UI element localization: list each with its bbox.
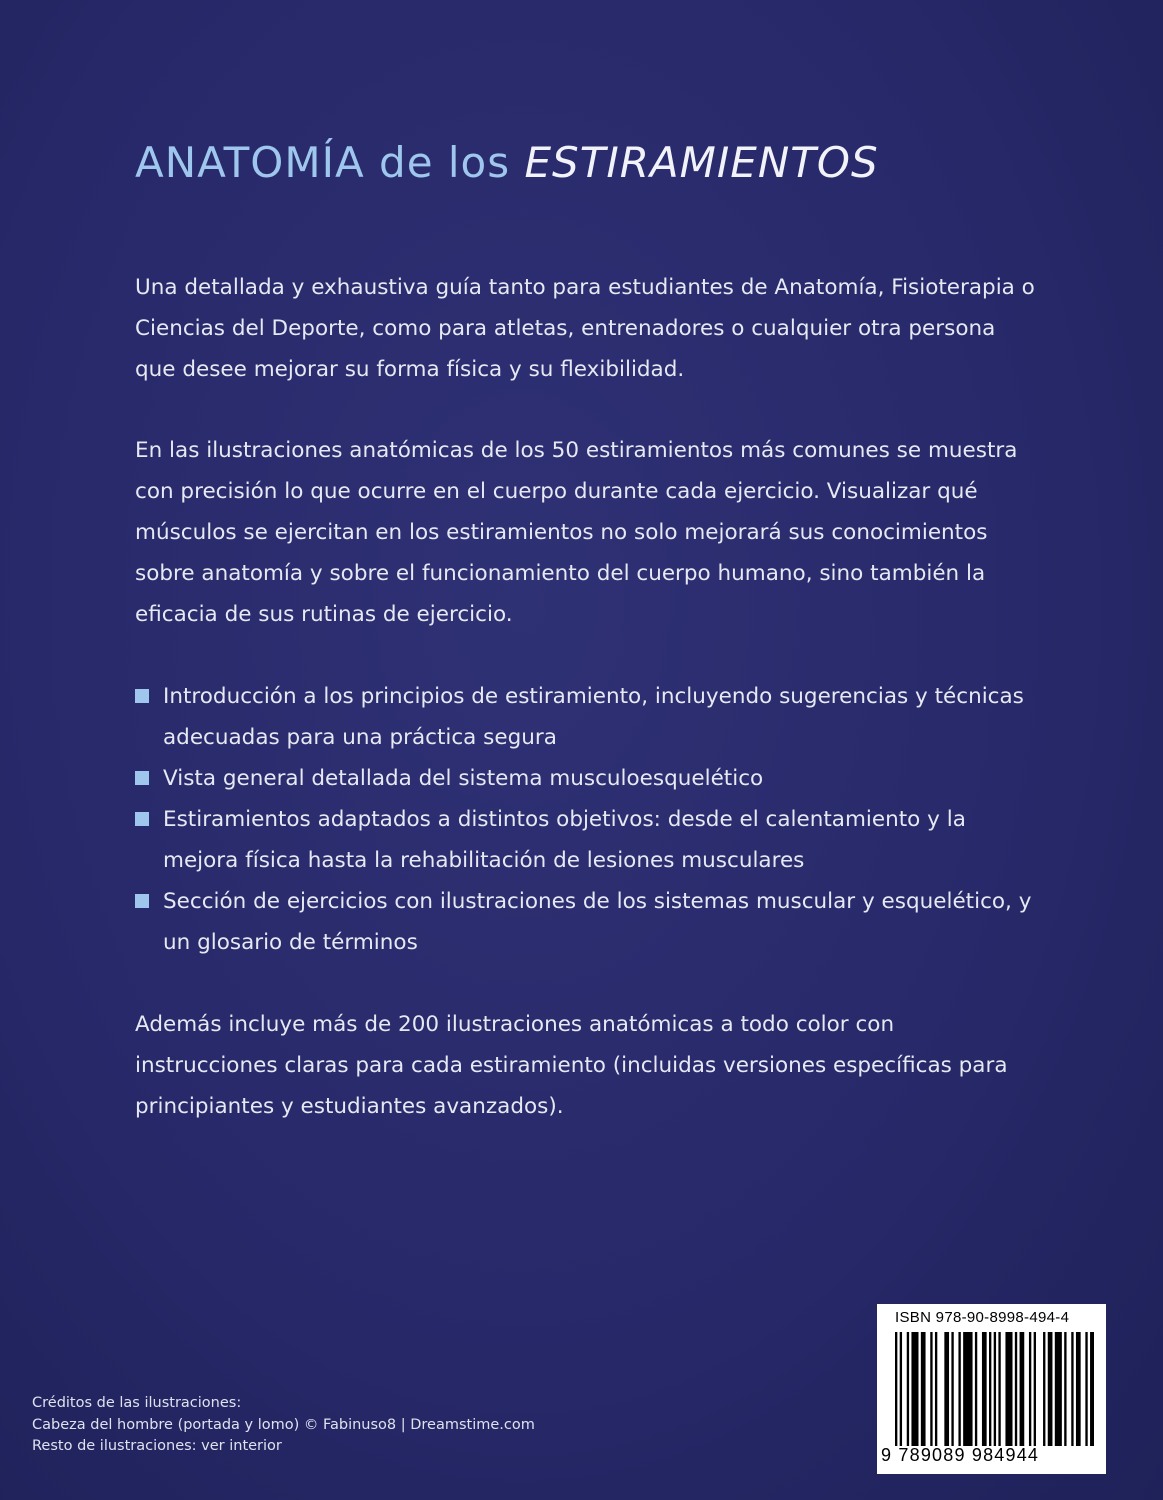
square-bullet-icon (135, 771, 149, 785)
barcode-bar (1034, 1332, 1036, 1446)
barcode-bar (958, 1332, 960, 1446)
barcode-bar (921, 1332, 926, 1446)
barcode-bar (1020, 1332, 1025, 1446)
isbn-label: ISBN 978-90-8998-494-4 (895, 1309, 1070, 1326)
list-item (135, 676, 1035, 758)
barcode-bar (1005, 1332, 1012, 1446)
barcode-bar (1029, 1332, 1031, 1446)
credits-line-1: Cabeza del hombre (portada y lomo) © Fabinuso8 | Dreamstime.com (32, 1416, 535, 1433)
barcode-bar (1043, 1332, 1045, 1446)
description-paragraph-3: Además incluye más de 200 ilustraciones anatómicas a todo color con instrucciones claras para cada estiramiento (incluidas versiones específicas para principiantes y estudiantes avanzados). (135, 1012, 1008, 1119)
barcode-bar (975, 1332, 977, 1446)
barcode-bar (900, 1332, 902, 1446)
list-item (135, 758, 1035, 799)
title-part-a: ANATOMÍA de los (135, 138, 525, 187)
isbn-barcode-block (877, 1304, 1106, 1474)
bullet-text: Introducción a los principios de estiramiento, incluyendo sugerencias y técnicas adecuadas para una práctica segura (163, 684, 1024, 750)
illustration-credits (32, 1393, 535, 1458)
barcode-bar (1015, 1332, 1017, 1446)
description-paragraph-1: Una detallada y exhaustiva guía tanto para estudiantes de Anatomía, Fisioterapia o Ciencias del Deporte, como para atletas, entrenadores o cualquier otra persona que desee mejorar su forma física y su flexibilidad. (135, 275, 1035, 382)
barcode-number: 9 789089 984944 (881, 1445, 1040, 1465)
barcode-bar (911, 1332, 918, 1446)
barcode-bar (944, 1332, 949, 1446)
barcode-bar (982, 1332, 987, 1446)
barcode-bar (895, 1332, 897, 1446)
barcode-bar (930, 1332, 932, 1446)
barcode-bar (1048, 1332, 1053, 1446)
features-list (135, 676, 1035, 963)
barcode-bar (951, 1332, 953, 1446)
list-item (135, 799, 1035, 881)
title-part-b: ESTIRAMIENTOS (524, 138, 879, 187)
square-bullet-icon (135, 689, 149, 703)
barcode-bar (989, 1332, 991, 1446)
barcode-bar (1085, 1332, 1087, 1446)
credits-heading: Créditos de las ilustraciones: (32, 1395, 242, 1411)
description-paragraph-2: En las ilustraciones anatómicas de los 50 estiramientos más comunes se muestra con precisión lo que ocurre en el cuerpo durante cada ejercicio. Visualizar qué músculos se ejercitan en los estiramientos no solo mejorará sus conocimientos sobre anatomía y sobre el funcionamiento del cuerpo humano, sino también la eficacia de sus rutinas de ejercicio. (135, 438, 1018, 627)
square-bullet-icon (135, 894, 149, 908)
barcode-bar (935, 1332, 937, 1446)
bullet-text: Vista general detallada del sistema musculoesquelético (163, 766, 764, 791)
credits-line-2: Resto de ilustraciones: ver interior (32, 1438, 282, 1454)
ean13-barcode-icon (895, 1332, 1094, 1446)
barcode-bar (1076, 1332, 1081, 1446)
barcode-bar (1090, 1332, 1094, 1446)
bullet-text: Estiramientos adaptados a distintos objetivos: desde el calentamiento y la mejora física hasta la rehabilitación de lesiones musculares (163, 807, 966, 873)
book-title (135, 138, 1095, 187)
barcode-bar (1071, 1332, 1073, 1446)
list-item (135, 881, 1035, 963)
barcode-bar (994, 1332, 996, 1446)
barcode-bar (963, 1332, 972, 1446)
barcode-bar (1064, 1332, 1066, 1446)
barcode-bar (907, 1332, 909, 1446)
barcode-bar (998, 1332, 1000, 1446)
square-bullet-icon (135, 812, 149, 826)
bullet-text: Sección de ejercicios con ilustraciones de los sistemas muscular y esquelético, y un glosario de términos (163, 889, 1032, 955)
barcode-bar (1055, 1332, 1062, 1446)
